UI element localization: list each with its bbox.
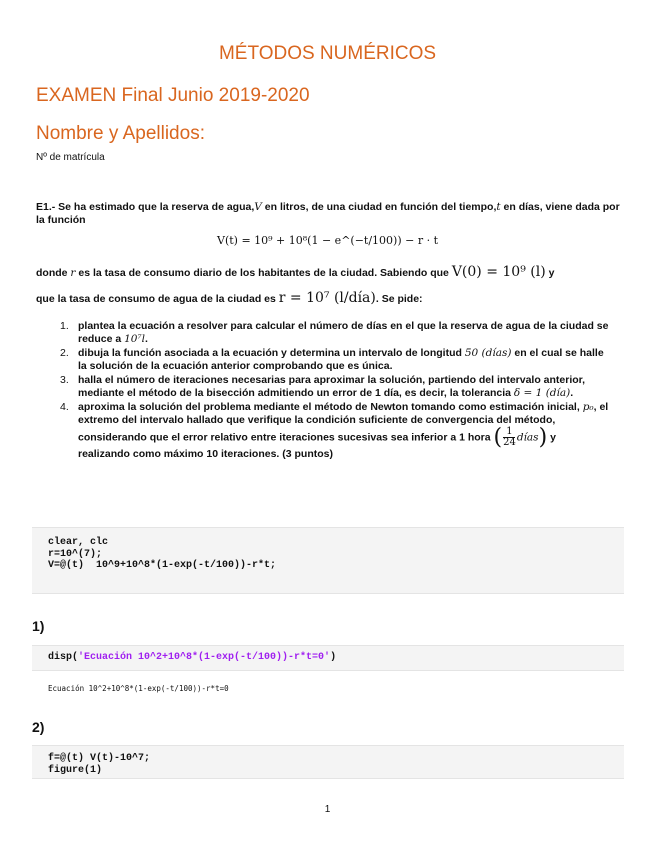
- main-formula: V(t) = 10⁹ + 10⁸(1 − e^(−t/100)) − r · t: [217, 234, 438, 247]
- item-text: dibuja la función asociada a la ecuación y determina un intervalo de longitud: [78, 347, 465, 359]
- var-t: t: [496, 201, 501, 213]
- exam-heading: EXAMEN Final Junio 2019-2020: [36, 85, 310, 106]
- item-math: p₀: [582, 401, 594, 413]
- var-r: r: [70, 267, 76, 279]
- code-line: V=@(t) 10^9+10^8*(1-exp(-t/100))-r*t;: [48, 560, 277, 571]
- v0-formula: V(0) = 10⁹ (l): [451, 264, 546, 280]
- item-text-end: .: [145, 333, 148, 345]
- section-heading-1: 1): [32, 618, 45, 634]
- rate-formula: r = 10⁷ (l/día): [278, 290, 376, 306]
- var-v: V: [254, 201, 262, 213]
- section-heading-2: 2): [32, 719, 45, 735]
- task-list: [60, 320, 610, 462]
- item-number: 3.: [60, 374, 69, 386]
- donde-text-a: donde: [36, 267, 71, 279]
- frac-num: 1: [506, 426, 513, 437]
- intro-text-c: en días, viene dada por la función: [36, 201, 620, 226]
- item-text-end: y realizando como máximo 10 iteraciones. (3 puntos): [78, 431, 556, 460]
- paren-open: (: [493, 425, 503, 450]
- list-item: [60, 347, 610, 373]
- rate-text-a: que la tasa de consumo de agua de la ciudad es: [36, 293, 279, 305]
- frac-den: 24: [503, 437, 516, 448]
- item-number: 1.: [60, 320, 69, 332]
- donde-text-c: y: [545, 267, 555, 279]
- item-text: aproxima la solución del problema mediante el método de Newton tomando como estimación inicial,: [78, 401, 583, 413]
- intro-text-b: en litros, de una ciudad en función del tiempo,: [261, 201, 497, 213]
- list-item: [60, 401, 610, 461]
- item-math: 10⁷l: [124, 333, 146, 345]
- rate-text-b: . Se pide:: [375, 293, 423, 305]
- code-string: 'Ecuación 10^2+10^8*(1-exp(-t/100))-r*t=0': [78, 652, 331, 663]
- code-line: r=10^(7);: [48, 548, 103, 560]
- item-text-end: .: [570, 387, 574, 399]
- donde-text-b: es la tasa de consumo diario de los habitantes de la ciudad. Sabiendo que: [75, 267, 452, 279]
- frac-unit: días: [516, 431, 539, 444]
- code-block-setup: [32, 527, 624, 594]
- code-output: Ecuación 10^2+10^8*(1-exp(-t/100))-r*t=0: [48, 684, 229, 693]
- document-title: MÉTODOS NUMÉRICOS: [218, 43, 437, 64]
- code-line: [48, 652, 624, 664]
- code-call-end: ): [330, 652, 337, 663]
- item-number: 4.: [60, 401, 69, 413]
- item-text: halla el número de iteraciones necesarias para aproximar la solución, partiendo del intervalo anterior, mediante el método de la bisección admitiendo un error de 1 día, es decir, la tolerancia: [78, 374, 586, 399]
- matricula-label: Nº de matrícula: [36, 152, 105, 163]
- intro-text-a: E1.- Se ha estimado que la reserva de agua,: [36, 201, 255, 213]
- code-line: clear, clc: [48, 537, 109, 548]
- code-block-function: [32, 745, 624, 779]
- page-number: 1: [324, 804, 331, 815]
- problem-intro: [36, 201, 621, 227]
- item-math: 50 (días): [464, 347, 512, 359]
- problem-given: [36, 266, 621, 280]
- item-math: δ = 1 (día): [513, 387, 571, 399]
- list-item: [60, 320, 610, 346]
- name-heading: Nombre y Apellidos:: [36, 123, 205, 144]
- code-line: figure(1): [48, 764, 103, 776]
- code-block-disp: [32, 645, 624, 671]
- item-text-mid: , el extremo del intervalo hallado que verifique la condición suficiente de convergencia del método, considerando que el error relativo entre iteraciones sucesivas sea inferior a 1 hora: [78, 401, 609, 444]
- code-call: disp(: [48, 652, 79, 663]
- item-number: 2.: [60, 347, 69, 359]
- paren-close: ): [538, 425, 548, 450]
- problem-rate: [36, 292, 621, 306]
- fraction: [503, 427, 516, 448]
- list-item: [60, 374, 610, 400]
- item-text: plantea la ecuación a resolver para calcular el número de días en el que la reserva de agua de la ciudad se reduce a: [78, 320, 609, 345]
- code-line: f=@(t) V(t)-10^7;: [48, 753, 151, 764]
- item-text-end: en el cual se halle la solución de la ecuación anterior comprobando que es única.: [78, 347, 604, 372]
